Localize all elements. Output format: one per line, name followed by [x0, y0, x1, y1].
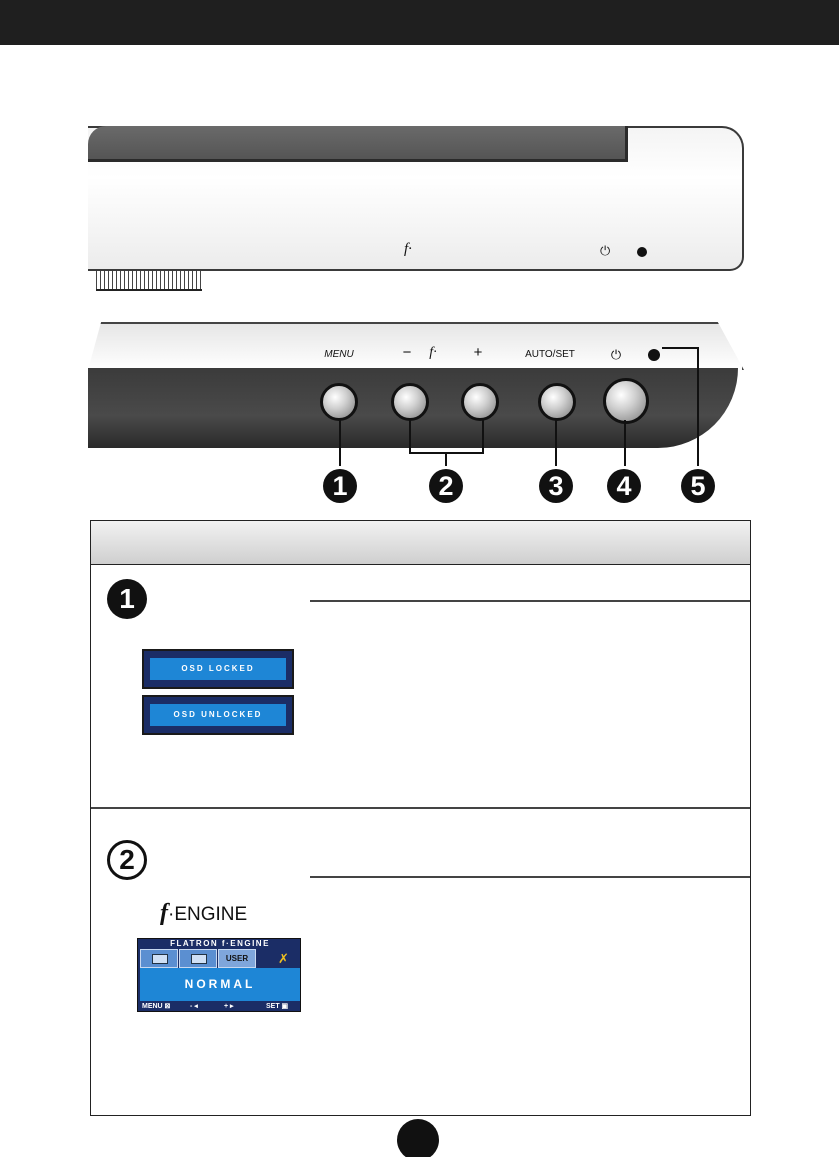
section-1-badge: 1: [107, 579, 147, 619]
fengine-tab-monitor: [140, 949, 178, 968]
leader-line-3: [555, 418, 557, 466]
minus-button[interactable]: [391, 383, 429, 421]
section-2-rule: [310, 876, 750, 878]
footer-menu-hint: MENU ⊠: [142, 1003, 171, 1010]
wand-icon: ✗: [278, 951, 289, 966]
table-header-row: [91, 521, 750, 565]
monitor-stand: [96, 271, 202, 291]
fengine-tab-user: USER: [218, 949, 256, 968]
menu-button[interactable]: [320, 383, 358, 421]
callout-5: 5: [681, 469, 715, 503]
footer-plus-hint: + ▸: [224, 1003, 234, 1010]
fengine-mode-value: NORMAL: [140, 968, 300, 1001]
leader-line-4: [624, 420, 626, 466]
leader-line-2b: [482, 418, 484, 454]
callout-2: 2: [429, 469, 463, 503]
fengine-label: f·: [429, 345, 437, 360]
control-panel-illustration: [88, 322, 744, 450]
callout-3: 3: [539, 469, 573, 503]
page-number-badge: [397, 1119, 439, 1157]
fengine-menu-title: FLATRON f·ENGINE: [170, 939, 270, 948]
header-bar: [0, 0, 839, 45]
fengine-logo: [160, 900, 247, 927]
monitor-power-led: [637, 247, 647, 257]
fengine-mode-tabs: [140, 949, 300, 968]
callout-4: 4: [607, 469, 641, 503]
fengine-tab-document: [179, 949, 217, 968]
monitor-icon: [152, 954, 168, 964]
fengine-menu-footer: [138, 1002, 302, 1012]
table-row-divider: [91, 807, 750, 809]
footer-minus-hint: - ◂: [190, 1003, 198, 1010]
section-2-badge: 2: [107, 840, 147, 880]
document-icon: [191, 954, 207, 964]
fengine-logo-f: f: [160, 900, 168, 926]
section-1-rule: [310, 600, 750, 602]
osd-unlocked-message: OSD UNLOCKED: [150, 704, 286, 726]
monitor-fengine-mark: f·: [404, 241, 412, 257]
osd-locked-panel: [142, 649, 294, 689]
menu-label: MENU: [324, 349, 354, 360]
monitor-front-illustration: [88, 126, 744, 271]
power-indicator-led: [648, 349, 660, 361]
footer-set-hint: SET ▣: [266, 1003, 289, 1010]
minus-label: −: [402, 344, 412, 361]
leader-line-1: [339, 418, 341, 466]
monitor-power-icon: ⏻: [600, 243, 611, 258]
osd-unlocked-panel: [142, 695, 294, 735]
auto-set-label: AUTO/SET: [525, 349, 575, 360]
monitor-screen: [88, 126, 628, 162]
callout-1: 1: [323, 469, 357, 503]
leader-line-2a: [409, 418, 411, 454]
fengine-osd-menu: [137, 938, 301, 1012]
osd-locked-message: OSD LOCKED: [150, 658, 286, 680]
leader-line-5-horizontal: [662, 347, 699, 349]
plus-button[interactable]: [461, 383, 499, 421]
plus-label: +: [473, 344, 483, 361]
panel-top-surface: [88, 322, 744, 370]
auto-set-button[interactable]: [538, 383, 576, 421]
leader-line-5-vertical: [697, 347, 699, 466]
power-button[interactable]: [603, 378, 649, 424]
controls-table: [90, 520, 751, 1116]
leader-line-2-stem: [445, 452, 447, 466]
fengine-logo-text: ·ENGINE: [168, 904, 248, 925]
power-label-icon: ⏻: [610, 347, 622, 362]
